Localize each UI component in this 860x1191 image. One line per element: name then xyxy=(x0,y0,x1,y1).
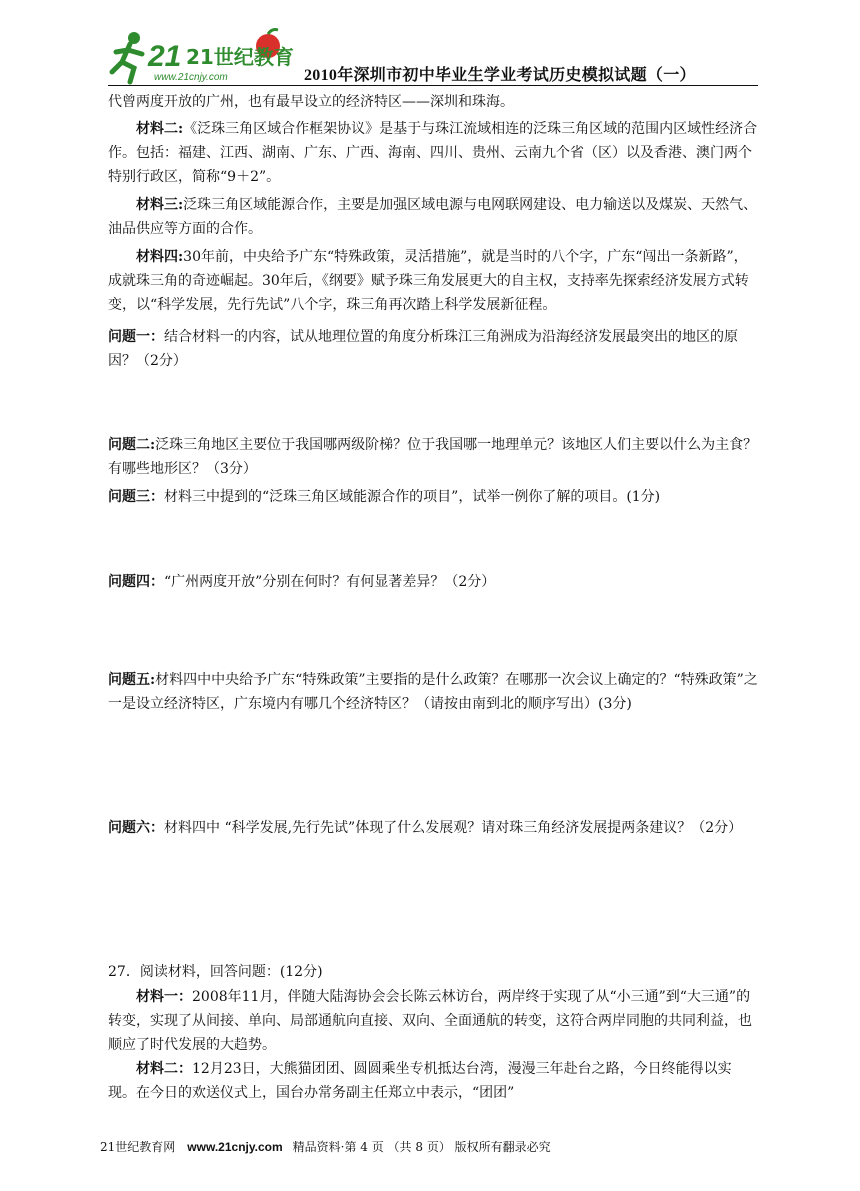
page-header xyxy=(108,28,758,88)
site-logo xyxy=(108,28,298,88)
question-1 xyxy=(108,325,758,373)
material-4-text: 30年前，中央给予广东“特殊政策，灵活措施”，就是当时的八个字，广东“闯出一条新路”，成就珠三角的奇迹崛起。30年后，《纲要》赋予珠三角发展更大的自主权，支持率先探索经济发展方式转变，以“科学发展，先行先试”八个字，珠三角再次踏上科学发展新征程。 xyxy=(108,249,749,313)
page-footer xyxy=(100,1138,780,1155)
question-27-heading: 27．阅读材料，回答问题：(12分) xyxy=(108,964,323,980)
q27-material-1-label: 材料一： xyxy=(136,989,192,1005)
material-3-text: 泛珠三角区域能源合作，主要是加强区域电源与电网联网建设、电力输送以及煤炭、天然气、油品供应等方面的合作。 xyxy=(108,197,758,237)
question-3-label: 问题三： xyxy=(108,489,164,505)
question-3 xyxy=(108,485,758,509)
question-1-label: 问题一： xyxy=(108,329,164,345)
footer-site-name: 21世纪教育网 xyxy=(100,1140,176,1154)
material-4-label: 材料四: xyxy=(136,249,184,265)
svg-text:21: 21 xyxy=(148,40,182,73)
question-2 xyxy=(108,433,758,481)
footer-site-url: www.21cnjy.com xyxy=(187,1140,283,1154)
question-4 xyxy=(108,570,758,594)
material-2-text: 《泛珠三角区域合作框架协议》是基于与珠江流域相连的泛珠三角区域的范围内区域性经济合作。包括：福建、江西、湖南、广东、广西、海南、四川、贵州、云南九个省（区）以及香港、澳门两个特别行政区，简称“9＋2”。 xyxy=(108,121,758,185)
exam-title: 2010年深圳市初中毕业生学业考试历史模拟试题（一） xyxy=(304,67,696,84)
q27-material-1-text: 2008年11月，伴随大陆海协会会长陈云林访台，两岸终于实现了从“小三通”到“大三通”的转变，实现了从间接、单向、局部通航向直接、双向、全面通航的转变，这符合两岸同胞的共同利益，也顺应了时代发展的大趋势。 xyxy=(108,989,752,1053)
logo-graphic xyxy=(108,28,298,88)
footer-page-info: 精品资料·第 4 页 （共 8 页） 版权所有翻录必究 xyxy=(292,1140,551,1154)
material-3-label: 材料三: xyxy=(136,197,184,213)
question-6-label: 问题六： xyxy=(108,820,164,836)
question-5-text: 材料四中中央给予广东“特殊政策”主要指的是什么政策？在哪那一次会议上确定的？“特殊政策”之一是设立经济特区，广东境内有哪几个经济特区？（请按由南到北的顺序写出）(3分) xyxy=(108,672,758,712)
intro-line: 代曾两度开放的广州，也有最早设立的经济特区——深圳和珠海。 xyxy=(108,94,514,110)
question-4-label: 问题四： xyxy=(108,574,164,590)
question-4-text: “广州两度开放”分别在何时？有何显著差异？（2分） xyxy=(164,574,496,590)
logo-url: www.21cnjy.com xyxy=(154,72,228,83)
q27-material-2-text: 12月23日，大熊猫团团、圆圆乘坐专机抵达台湾，漫漫三年赴台之路，今日终能得以实现。在今日的欢送仪式上，国台办常务副主任郑立中表示，“团团” xyxy=(108,1061,732,1101)
question-2-label: 问题二: xyxy=(108,437,156,453)
material-2-label: 材料二: xyxy=(136,121,184,137)
question-2-text: 泛珠三角地区主要位于我国哪两级阶梯？位于我国哪一地理单元？该地区人们主要以什么为主食？有哪些地形区？（3分） xyxy=(108,437,758,477)
material-3 xyxy=(108,193,758,241)
q27-material-2 xyxy=(108,1057,758,1105)
q27-material-1 xyxy=(108,985,758,1057)
material-4 xyxy=(108,245,758,317)
question-1-text: 结合材料一的内容，试从地理位置的角度分析珠江三角洲成为沿海经济发展最突出的地区的原因？（2分） xyxy=(108,329,738,369)
question-5-label: 问题五: xyxy=(108,672,156,688)
q27-material-2-label: 材料二： xyxy=(136,1061,192,1077)
material-2 xyxy=(108,117,758,189)
header-divider xyxy=(108,85,758,86)
logo-text: 21世纪教育 xyxy=(186,45,294,69)
question-6-text: 材料四中 “科学发展,先行先试”体现了什么发展观？请对珠三角经济发展提两条建议？（2分） xyxy=(164,820,743,836)
question-3-text: 材料三中提到的“泛珠三角区域能源合作的项目”，试举一例你了解的项目。(1分) xyxy=(164,489,661,505)
question-5 xyxy=(108,668,758,716)
question-6 xyxy=(108,816,758,840)
